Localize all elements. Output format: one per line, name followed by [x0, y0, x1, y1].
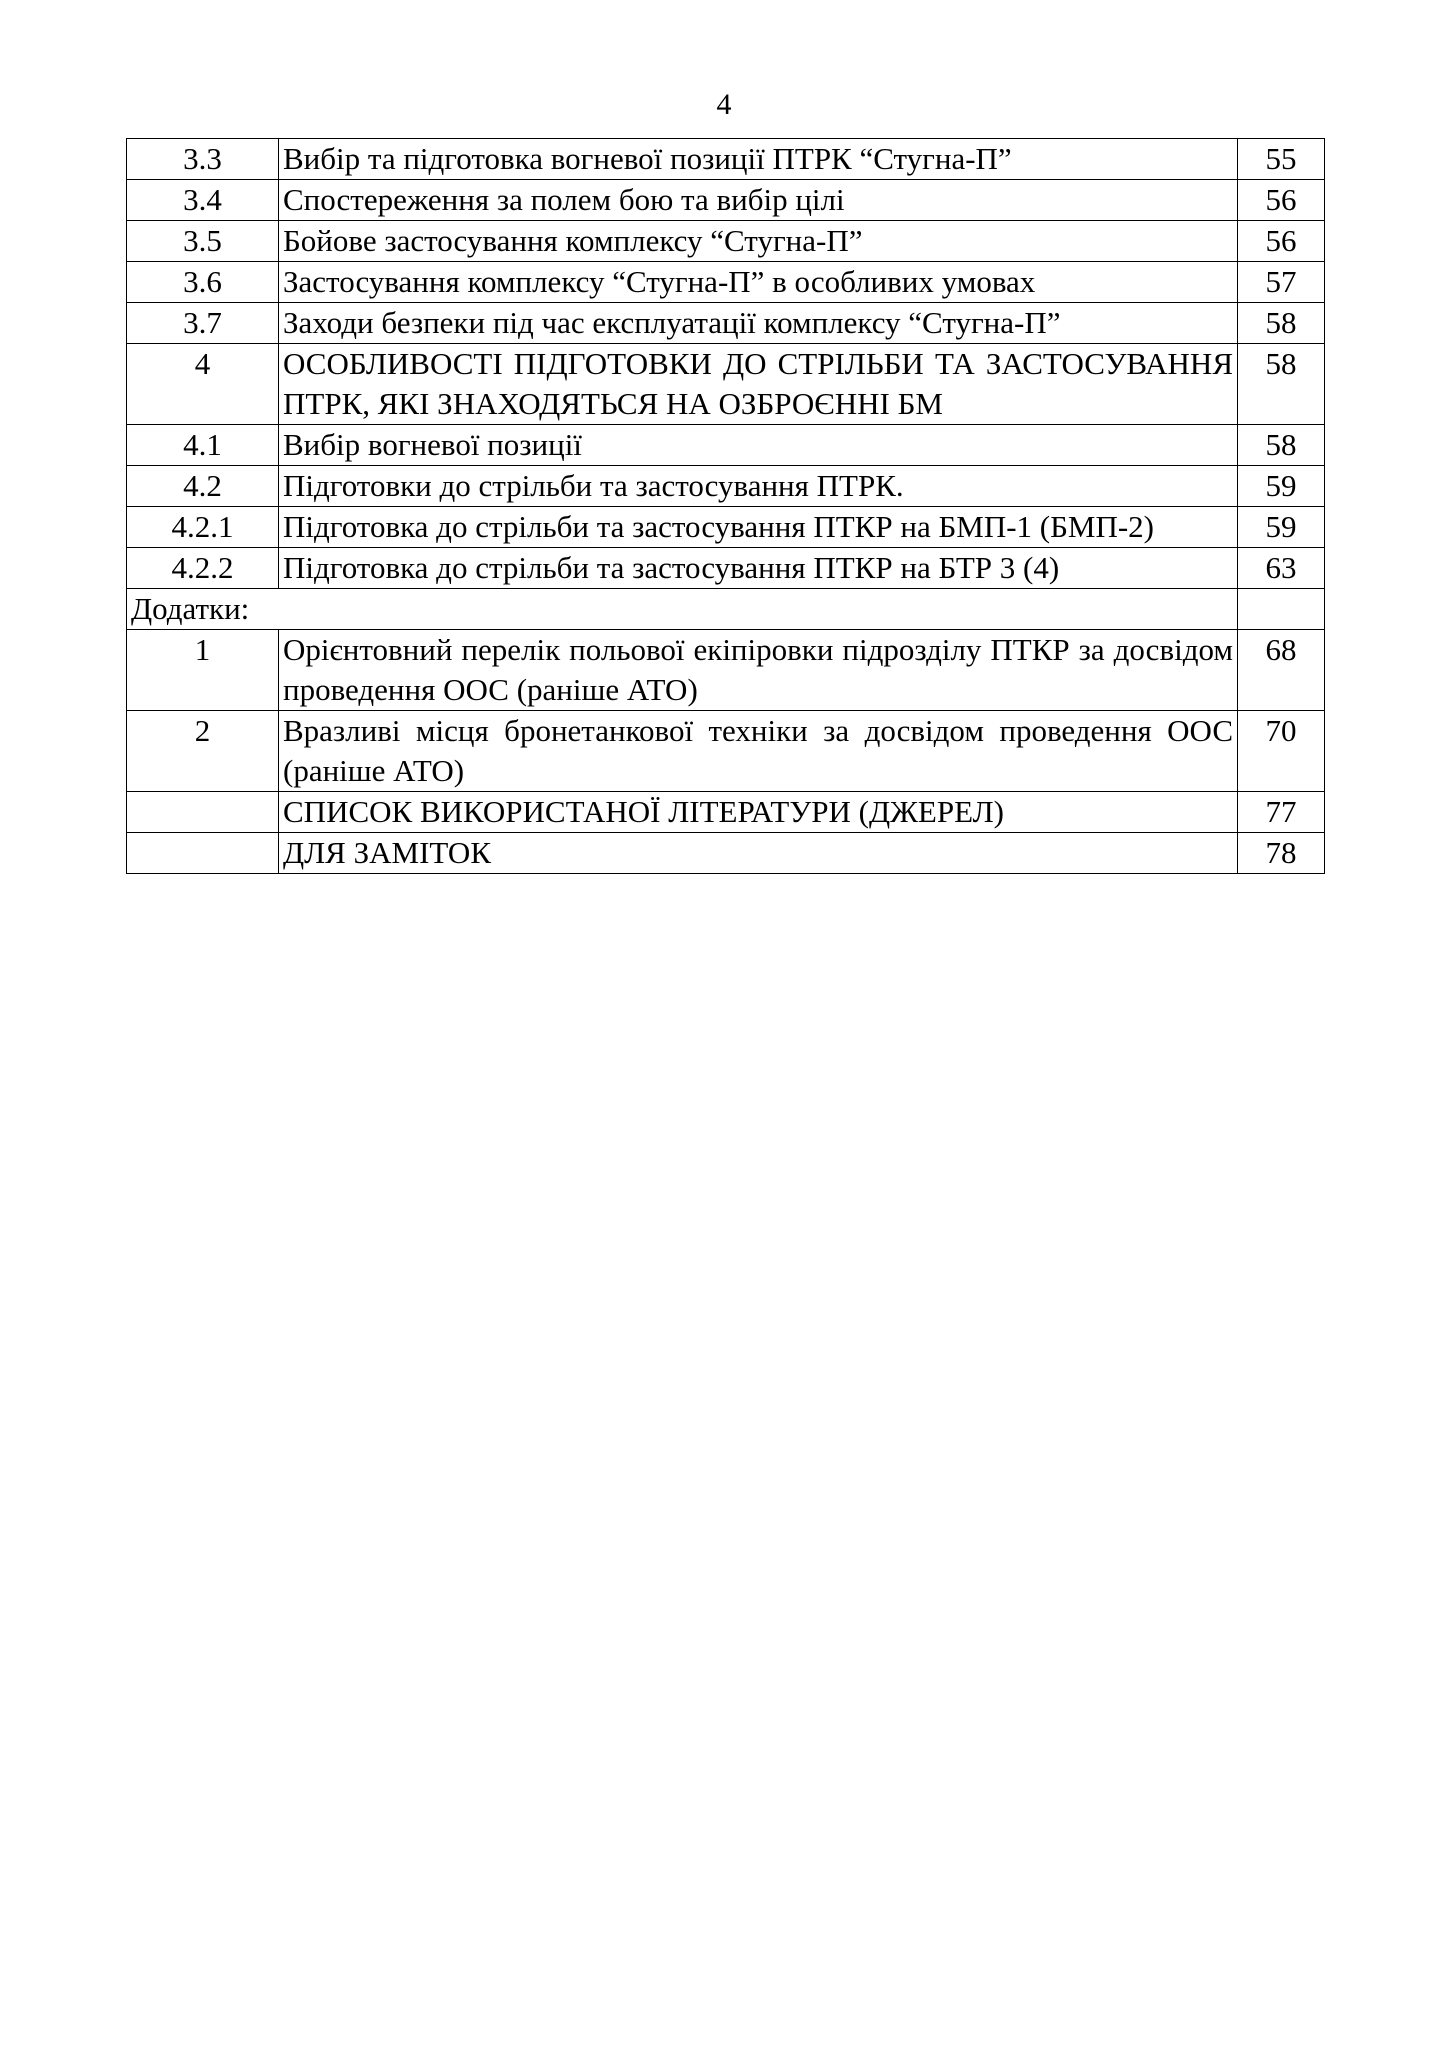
toc-row	[127, 507, 1325, 548]
toc-page-number: 56	[1238, 221, 1325, 262]
toc-row	[127, 180, 1325, 221]
toc-section-number: 3.5	[127, 221, 279, 262]
toc-section-title: Вразливі місця бронетанкової техніки за досвідом проведення ООС (раніше АТО)	[279, 711, 1238, 792]
toc-section-number: 1	[127, 630, 279, 711]
toc-page-number: 59	[1238, 507, 1325, 548]
toc-section-number: 4.2.2	[127, 548, 279, 589]
toc-section-title: Застосування комплексу “Стугна-П” в особливих умовах	[279, 262, 1238, 303]
toc-page-number: 58	[1238, 425, 1325, 466]
toc-page-number: 57	[1238, 262, 1325, 303]
toc-page-number: 59	[1238, 466, 1325, 507]
toc-section-title: Спостереження за полем бою та вибір цілі	[279, 180, 1238, 221]
toc-section-title: ОСОБЛИВОСТІ ПІДГОТОВКИ ДО СТРІЛЬБИ ТА ЗАСТОСУВАННЯ ПТРК, ЯКІ ЗНАХОДЯТЬСЯ НА ОЗБРОЄННІ БМ	[279, 344, 1238, 425]
toc-section-number: 2	[127, 711, 279, 792]
appendix-label: Додатки:	[127, 589, 1238, 630]
toc-page-number: 56	[1238, 180, 1325, 221]
toc-section-title: Вибір та підготовка вогневої позиції ПТРК “Стугна-П”	[279, 139, 1238, 180]
toc-section-title: СПИСОК ВИКОРИСТАНОЇ ЛІТЕРАТУРИ (ДЖЕРЕЛ)	[279, 792, 1238, 833]
toc-section-number	[127, 792, 279, 833]
toc-row	[127, 344, 1325, 425]
toc-section-number: 3.7	[127, 303, 279, 344]
toc-page-number: 78	[1238, 833, 1325, 874]
toc-row	[127, 630, 1325, 711]
toc-row	[127, 262, 1325, 303]
page-number: 4	[716, 88, 732, 121]
table-of-contents	[126, 138, 1325, 874]
toc-row	[127, 466, 1325, 507]
toc-row	[127, 221, 1325, 262]
toc-section-number: 4.1	[127, 425, 279, 466]
toc-page-number: 63	[1238, 548, 1325, 589]
toc-section-title: Підготовка до стрільби та застосування ПТКР на БТР 3 (4)	[279, 548, 1238, 589]
toc-row	[127, 548, 1325, 589]
toc-section-title: Підготовка до стрільби та застосування ПТКР на БМП-1 (БМП-2)	[279, 507, 1238, 548]
toc-section-title: ДЛЯ ЗАМІТОК	[279, 833, 1238, 874]
toc-section-number: 3.4	[127, 180, 279, 221]
toc-section-number: 4	[127, 344, 279, 425]
toc-page-number: 55	[1238, 139, 1325, 180]
toc-section-number: 4.2.1	[127, 507, 279, 548]
toc-section-title: Вибір вогневої позиції	[279, 425, 1238, 466]
toc-section-title: Заходи безпеки під час експлуатації комплексу “Стугна-П”	[279, 303, 1238, 344]
toc-section-number: 4.2	[127, 466, 279, 507]
toc-section-number	[127, 833, 279, 874]
toc-row	[127, 833, 1325, 874]
toc-section-title: Підготовки до стрільби та застосування ПТРК.	[279, 466, 1238, 507]
appendix-header-row	[127, 589, 1325, 630]
toc-page-number: 68	[1238, 630, 1325, 711]
toc-row	[127, 425, 1325, 466]
toc-page-number: 58	[1238, 344, 1325, 425]
toc-page-number-empty	[1238, 589, 1325, 630]
toc-page-number: 70	[1238, 711, 1325, 792]
toc-page-number: 58	[1238, 303, 1325, 344]
toc-section-number: 3.6	[127, 262, 279, 303]
toc-section-title: Бойове застосування комплексу “Стугна-П”	[279, 221, 1238, 262]
toc-row	[127, 792, 1325, 833]
toc-section-number: 3.3	[127, 139, 279, 180]
toc-row	[127, 303, 1325, 344]
toc-row	[127, 139, 1325, 180]
toc-section-title: Орієнтовний перелік польової екіпіровки підрозділу ПТКР за досвідом проведення ООС (раніше АТО)	[279, 630, 1238, 711]
toc-row	[127, 711, 1325, 792]
toc-page-number: 77	[1238, 792, 1325, 833]
